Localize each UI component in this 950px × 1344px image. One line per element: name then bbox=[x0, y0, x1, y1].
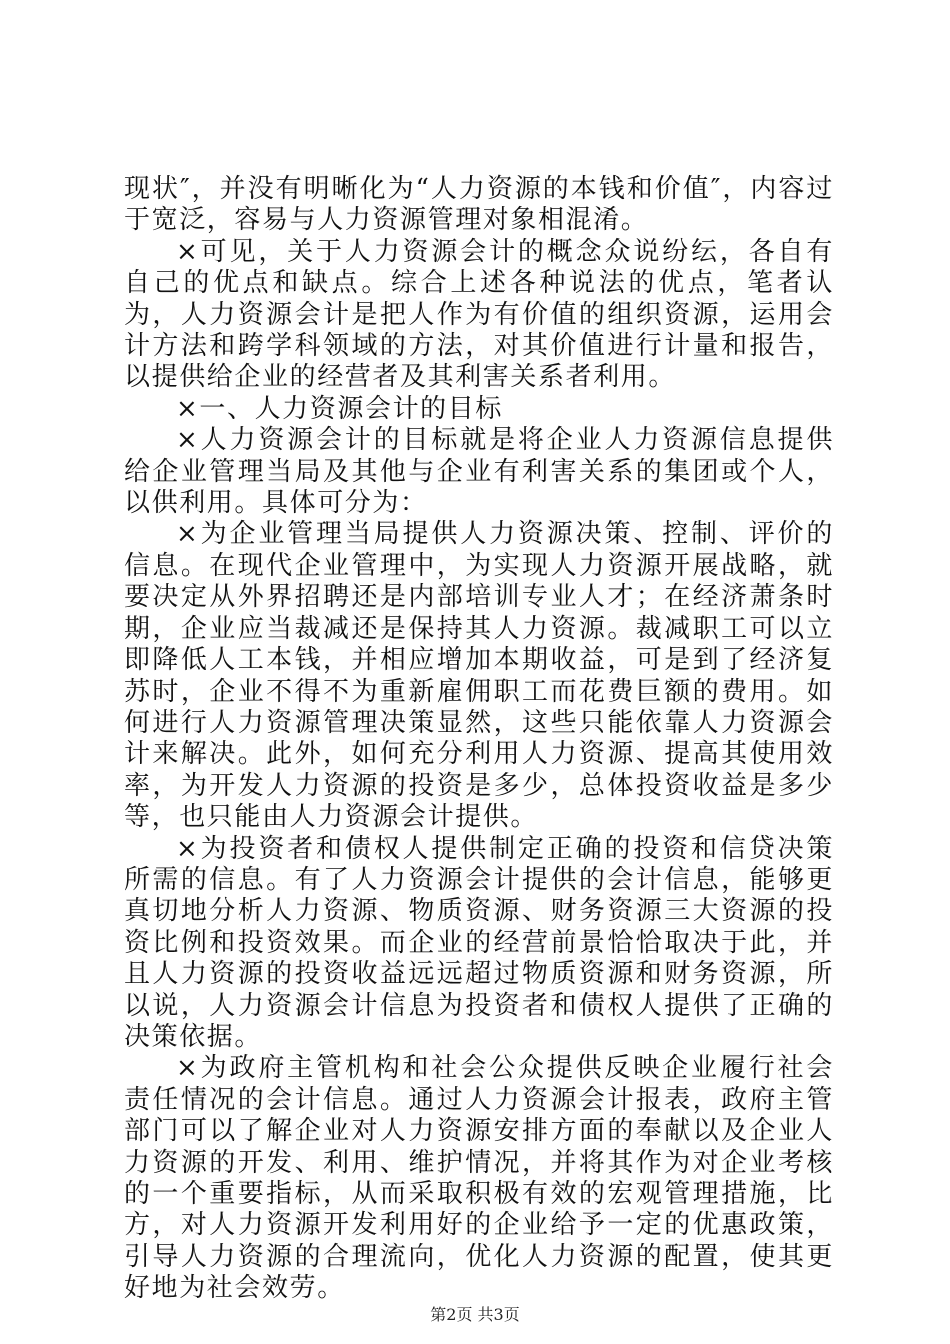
paragraph-concept-summary: ×可见，关于人力资源会计的概念众说纷纭，各自有自己的优点和缺点。综合上述各种说法的优点，笔者认为，人力资源会计是把人作为有价值的组织资源，运用会计方法和跨学科领域的方法，对其价值进行计量和报告，以提供给企业的经营者及其利害关系者利用。 bbox=[124, 236, 834, 393]
paragraph-continuation: 现状″，并没有明晰化为“人力资源的本钱和价值″，内容过于宽泛，容易与人力资源管理对象相混淆。 bbox=[124, 174, 834, 236]
paragraph-objective-management: ×为企业管理当局提供人力资源决策、控制、评价的信息。在现代企业管理中，为实现人力资源开展战略，就要决定从外界招聘还是内部培训专业人才；在经济萧条时期，企业应当裁减还是保持其人力资源。裁减职工可以立即降低人工本钱，并相应增加本期收益，可是到了经济复苏时，企业不得不为重新雇佣职工而花费巨额的费用。如何进行人力资源管理决策显然，这些只能依靠人力资源会计来解决。此外，如何充分利用人力资源、提高其使用效率，为开发人力资源的投资是多少，总体投资收益是多少等，也只能由人力资源会计提供。 bbox=[124, 519, 834, 833]
paragraph-objective-government: ×为政府主管机构和社会公众提供反映企业履行社会责任情况的会计信息。通过人力资源会计报表，政府主管部门可以了解企业对人力资源安排方面的奉献以及企业人力资源的开发、利用、维护情况，并将其作为对企业考核的一个重要指标，从而采取积极有效的宏观管理措施，比方，对人力资源开发利用好的企业给予一定的优惠政策，引导人力资源的合理流向，优化人力资源的配置，使其更好地为社会效劳。 bbox=[124, 1053, 834, 1304]
paragraph-objective-investors: ×为投资者和债权人提供制定正确的投资和信贷决策所需的信息。有了人力资源会计提供的会计信息，能够更真切地分析人力资源、物质资源、财务资源三大资源的投资比例和投资效果。而企业的经营前景恰恰取决于此，并且人力资源的投资收益远远超过物质资源和财务资源，所以说，人力资源会计信息为投资者和债权人提供了正确的决策依据。 bbox=[124, 833, 834, 1052]
document-body bbox=[124, 174, 834, 1305]
paragraph-objectives-intro: ×人力资源会计的目标就是将企业人力资源信息提供给企业管理当局及其他与企业有利害关系的集团或个人，以供利用。具体可分为： bbox=[124, 425, 834, 519]
section-heading-objectives: ×一、人力资源会计的目标 bbox=[176, 393, 503, 424]
page-number-footer: 第2页 共3页 bbox=[430, 1305, 520, 1324]
